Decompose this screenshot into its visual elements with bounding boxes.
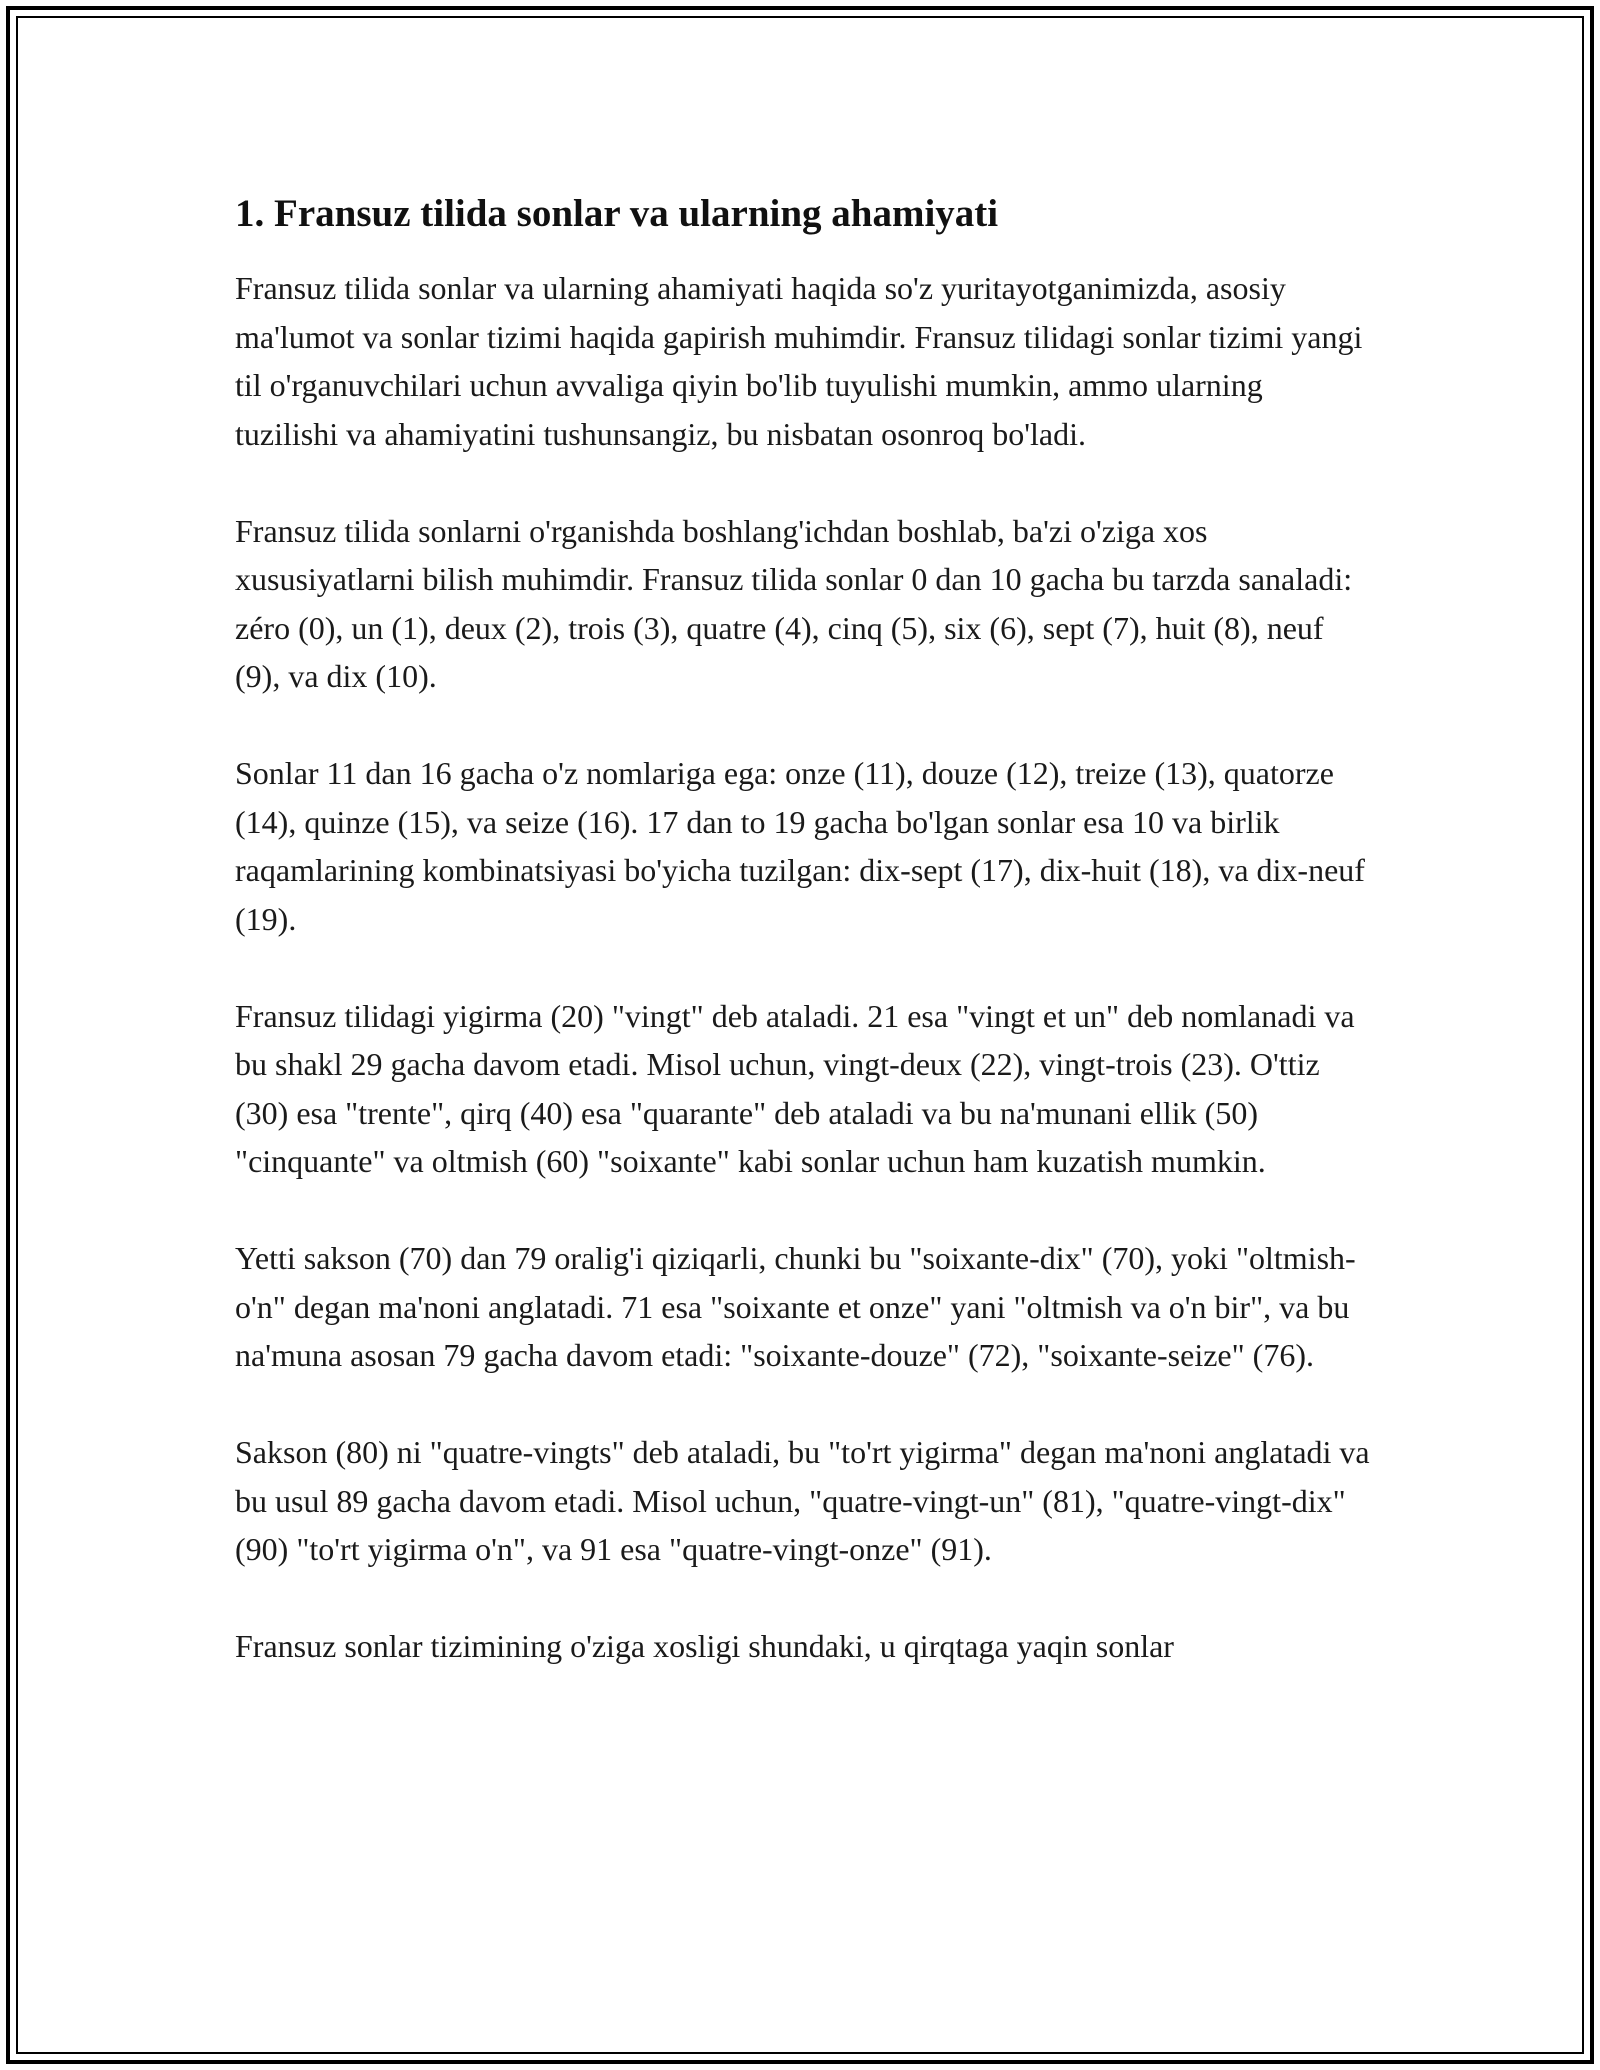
paragraph-intro: Fransuz tilida sonlar va ularning ahamiyati haqida so'z yuritayotganimizda, asosiy ma'lumot va sonlar tizimi haqida gapirish muhimdir. Fransuz tilidagi sonlar tizimi yangi til o'rganuvchilari uchun avvaliga qiyin bo'lib tuyulishi mumkin, ammo ularning tuzilishi va ahamiyatini tushunsangiz, bu nisbatan osonroq bo'ladi. — [235, 270, 1363, 452]
document-body — [235, 186, 1370, 1671]
paragraph-eighties-nineties: Sakson (80) ni "quatre-vingts" deb ataladi, bu "to'rt yigirma" degan ma'noni anglatadi va bu usul 89 gacha davom etadi. Misol uchun, "quatre-vingt-un" (81), "quatre-vingt-dix" (90) "to'rt yigirma o'n", va 91 esa "quatre-vingt-onze" (91). — [235, 1434, 1370, 1567]
paragraph-seventies: Yetti sakson (70) dan 79 oralig'i qiziqarli, chunki bu "soixante-dix" (70), yoki "oltmish-o'n" degan ma'noni anglatadi. 71 esa "soixante et onze" yani "oltmish va o'n bir", va bu na'muna asosan 79 gacha davom etadi: "soixante-douze" (72), "soixante-seize" (76). — [235, 1240, 1356, 1373]
paragraph-eleven-to-nineteen: Sonlar 11 dan 16 gacha o'z nomlariga ega: onze (11), douze (12), treize (13), quatorze (14), quinze (15), va seize (16). 17 dan to 19 gacha bo'lgan sonlar esa 10 va birlik raqamlarining kombinatsiyasi bo'yicha tuzilgan: dix-sept (17), dix-huit (18), va dix-neuf (19). — [235, 755, 1365, 937]
paragraph-zero-to-ten: Fransuz tilida sonlarni o'rganishda boshlang'ichdan boshlab, ba'zi o'ziga xos xususiyatlarni bilish muhimdir. Fransuz tilida sonlar 0 dan 10 gacha bu tarzda sanaladi: zéro (0), un (1), deux (2), trois (3), quatre (4), cinq (5), six (6), sept (7), huit (8), neuf (9), va dix (10). — [235, 512, 1353, 694]
section-heading: 1. Fransuz tilida sonlar va ularning ahamiyati — [235, 192, 999, 235]
paragraph-closing: Fransuz sonlar tizimining o'ziga xosligi shundaki, u qirqtaga yaqin sonlar — [235, 1628, 1174, 1664]
paragraph-twenty-to-sixty: Fransuz tilidagi yigirma (20) "vingt" deb ataladi. 21 esa "vingt et un" deb nomlanadi va bu shakl 29 gacha davom etadi. Misol uchun, vingt-deux (22), vingt-trois (23). O'ttiz (30) esa "trente", qirq (40) esa "quarante" deb ataladi va bu na'munani ellik (50) "cinquante" va oltmish (60) "soixante" kabi sonlar uchun ham kuzatish mumkin. — [235, 997, 1355, 1179]
